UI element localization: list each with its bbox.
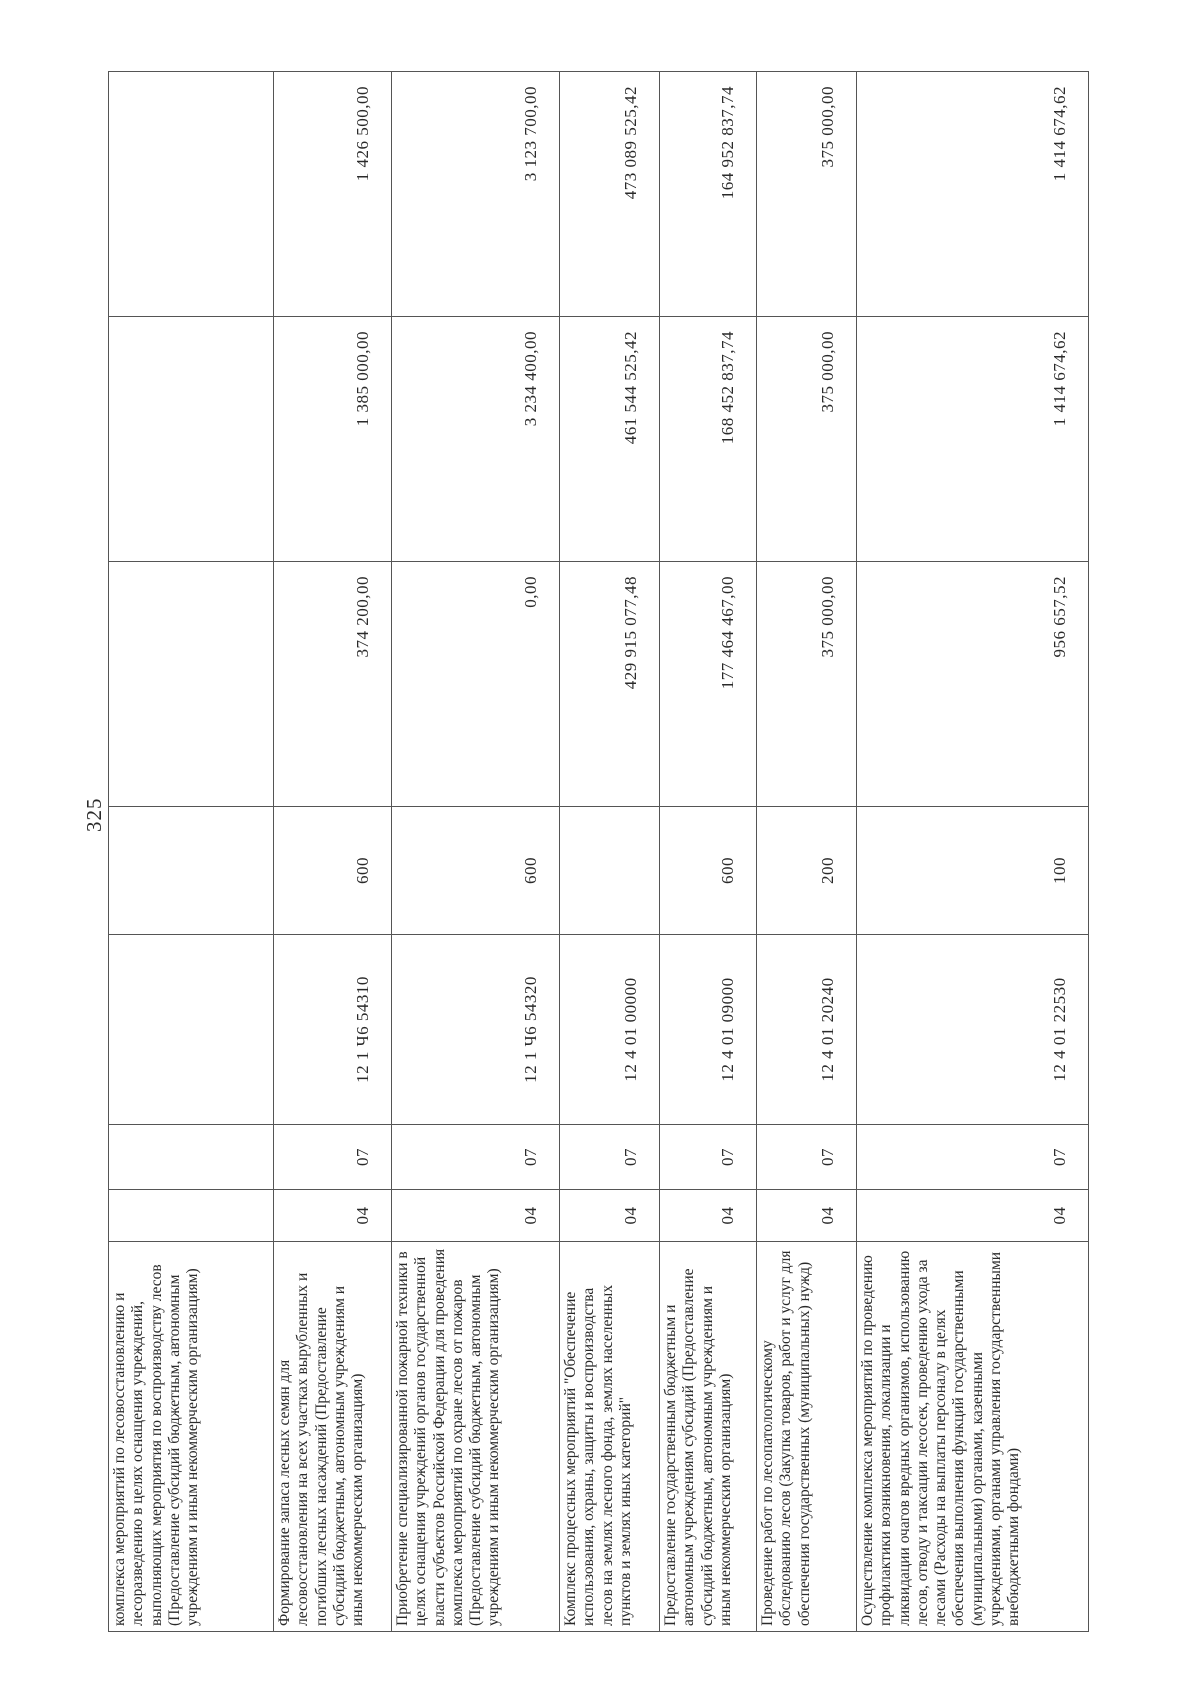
table-row — [660, 72, 757, 1632]
table-row — [109, 72, 274, 1632]
amount-year3-cell: 1 426 500,00 — [274, 72, 392, 317]
section-code-cell: 04 — [857, 1190, 1089, 1242]
target-article-cell: 12 4 01 22530 — [857, 935, 1089, 1125]
expense-type-cell: 600 — [392, 807, 560, 935]
target-article-cell — [109, 935, 274, 1125]
section-code-cell: 04 — [660, 1190, 757, 1242]
amount-year3-cell: 3 123 700,00 — [392, 72, 560, 317]
amount-year2-cell: 375 000,00 — [757, 317, 857, 562]
subsection-code-cell: 07 — [757, 1125, 857, 1190]
table-row — [274, 72, 392, 1632]
table-row — [560, 72, 660, 1632]
amount-year1-cell: 374 200,00 — [274, 562, 392, 807]
amount-year1-cell: 375 000,00 — [757, 562, 857, 807]
section-code-cell: 04 — [274, 1190, 392, 1242]
expense-type-cell: 100 — [857, 807, 1089, 935]
amount-year1-cell: 0,00 — [392, 562, 560, 807]
page-number: 325 — [82, 797, 106, 832]
expense-type-cell: 600 — [660, 807, 757, 935]
subsection-code-cell: 07 — [392, 1125, 560, 1190]
amount-year1-cell — [109, 562, 274, 807]
target-article-cell: 12 1 Ч6 54320 — [392, 935, 560, 1125]
amount-year1-cell: 177 464 467,00 — [660, 562, 757, 807]
target-article-cell: 12 1 Ч6 54310 — [274, 935, 392, 1125]
amount-year2-cell: 461 544 525,42 — [560, 317, 660, 562]
amount-year2-cell: 168 452 837,74 — [660, 317, 757, 562]
amount-year2-cell: 1 414 674,62 — [857, 317, 1089, 562]
amount-year1-cell: 429 915 077,48 — [560, 562, 660, 807]
expense-name-cell: Формирование запаса лесных семян для лесовосстановления на всех участках вырубленных и погибших лесных насаждений (Предоставление субсидий бюджетным, автономным учреждениям и иным некоммерческим организациям) — [274, 1242, 392, 1632]
subsection-code-cell: 07 — [274, 1125, 392, 1190]
expense-name-cell: Проведение работ по лесопатологическому обследованию лесов (Закупка товаров, работ и услуг для обеспечения государственных (муниципальных) нужд) — [757, 1242, 857, 1632]
subsection-code-cell — [109, 1125, 274, 1190]
section-code-cell: 04 — [560, 1190, 660, 1242]
expense-name-cell: Осуществление комплекса мероприятий по проведению профилактики возникновения, локализации и ликвидации очагов вредных организмов, использованию лесов, отводу и таксации лесосек, проведению ухода за лесами (Расходы на выплаты персоналу в целях обеспечения выполнения функций государственными (муниципальными) органами, казенными учреждениями, органами управления государственными внебюджетными фондами) — [857, 1242, 1089, 1632]
table-row — [857, 72, 1089, 1632]
expense-name-cell: Предоставление государственным бюджетным и автономным учреждениям субсидий (Предоставление субсидий бюджетным, автономным учреждениям и иным некоммерческим организациям) — [660, 1242, 757, 1632]
amount-year3-cell — [109, 72, 274, 317]
table-row — [757, 72, 857, 1632]
amount-year3-cell: 375 000,00 — [757, 72, 857, 317]
subsection-code-cell: 07 — [857, 1125, 1089, 1190]
subsection-code-cell: 07 — [660, 1125, 757, 1190]
amount-year2-cell: 1 385 000,00 — [274, 317, 392, 562]
expense-type-cell: 600 — [274, 807, 392, 935]
budget-table-container — [108, 72, 1088, 1632]
amount-year1-cell: 956 657,52 — [857, 562, 1089, 807]
section-code-cell — [109, 1190, 274, 1242]
expense-type-cell: 200 — [757, 807, 857, 935]
section-code-cell: 04 — [392, 1190, 560, 1242]
target-article-cell: 12 4 01 20240 — [757, 935, 857, 1125]
amount-year3-cell: 473 089 525,42 — [560, 72, 660, 317]
section-code-cell: 04 — [757, 1190, 857, 1242]
amount-year2-cell — [109, 317, 274, 562]
expense-name-cell: Комплекс процессных мероприятий "Обеспечение использования, охраны, защиты и воспроизводства лесов на землях лесного фонда, землях населенных пунктов и землях иных категорий" — [560, 1242, 660, 1632]
expense-name-cell: Приобретение специализированной пожарной техники в целях оснащения учреждений органов государственной власти субъектов Российской Федерации для проведения комплекса мероприятий по охране лесов от пожаров (Предоставление субсидий бюджетным, автономным учреждениям и иным некоммерческим организациям) — [392, 1242, 560, 1632]
expense-type-cell — [560, 807, 660, 935]
budget-table — [108, 71, 1089, 1632]
expense-name-cell: комплекса мероприятий по лесовосстановлению и лесоразведению в целях оснащения учреждений, выполняющих мероприятия по воспроизводству лесов (Предоставление субсидий бюджетным, автономным учреждениям и иным некоммерческим организациям) — [109, 1242, 274, 1632]
expense-type-cell — [109, 807, 274, 935]
table-row — [392, 72, 560, 1632]
amount-year2-cell: 3 234 400,00 — [392, 317, 560, 562]
target-article-cell: 12 4 01 09000 — [660, 935, 757, 1125]
target-article-cell: 12 4 01 00000 — [560, 935, 660, 1125]
amount-year3-cell: 1 414 674,62 — [857, 72, 1089, 317]
amount-year3-cell: 164 952 837,74 — [660, 72, 757, 317]
subsection-code-cell: 07 — [560, 1125, 660, 1190]
